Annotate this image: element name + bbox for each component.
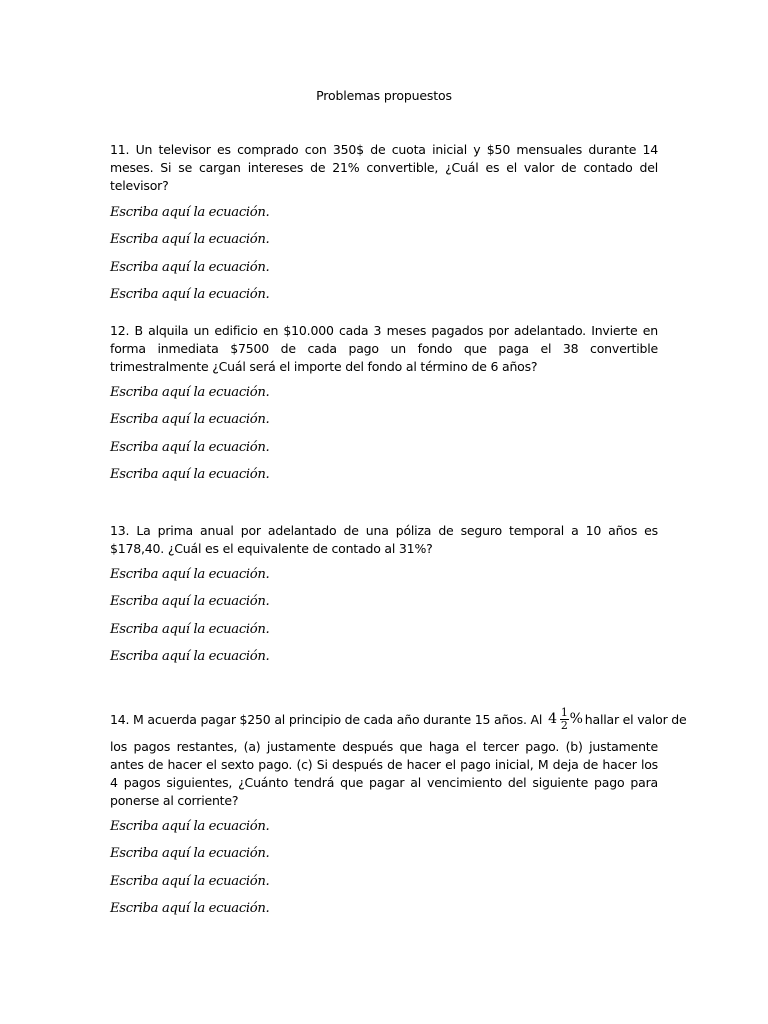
equation-placeholder-list: [110, 813, 658, 922]
equation-placeholder[interactable]: Escriba aquí la ecuación.: [110, 900, 270, 916]
fraction-whole: 4: [548, 711, 557, 727]
equation-placeholder[interactable]: Escriba aquí la ecuación.: [110, 594, 270, 610]
problem-11: [110, 141, 658, 308]
equation-placeholder[interactable]: Escriba aquí la ecuación.: [110, 567, 270, 582]
equation-placeholder[interactable]: Escriba aquí la ecuación.: [110, 466, 270, 482]
equation-placeholder-list: [110, 199, 658, 308]
equation-placeholder[interactable]: Escriba aquí la ecuación.: [110, 621, 270, 637]
equation-placeholder[interactable]: Escriba aquí la ecuación.: [110, 873, 270, 889]
problem-statement: 11. Un televisor es comprado con 350$ de cuota inicial y $50 mensuales durante 14 meses. Si se cargan intereses de 21% convertible, ¿Cuál es el valor de contado del televisor?: [110, 142, 658, 193]
equation-placeholder[interactable]: Escriba aquí la ecuación.: [110, 846, 270, 862]
statement-text-before-fraction: 14. M acuerda pagar $250 al principio de cada año durante 15 años. Al: [110, 711, 543, 727]
equation-placeholder[interactable]: Escriba aquí la ecuación.: [110, 439, 270, 455]
equation-placeholder-list: [110, 379, 658, 488]
problem-statement: 13. La prima anual por adelantado de una póliza de seguro temporal a 10 años es $178,40. ¿Cuál es el equivalente de contado al 31%?: [110, 523, 658, 556]
equation-placeholder[interactable]: Escriba aquí la ecuación.: [110, 648, 270, 664]
page-title: Problemas propuestos: [316, 88, 452, 103]
percent-sign: %: [569, 711, 583, 727]
problem-statement-first-line: [110, 702, 687, 736]
equation-placeholder-list: [110, 561, 658, 670]
problem-statement: 12. B alquila un edificio en $10.000 cada 3 meses pagados por adelantado. Invierte en forma inmediata $7500 de cada pago un fondo que paga el 38 convertible trimestralmente ¿Cuál será el importe del fondo al término de 6 años?: [110, 323, 658, 374]
fraction-numerator: 1: [560, 705, 568, 719]
problem-12: [110, 322, 658, 488]
equation-placeholder[interactable]: Escriba aquí la ecuación.: [110, 205, 270, 220]
mixed-fraction: [548, 707, 583, 732]
equation-placeholder[interactable]: Escriba aquí la ecuación.: [110, 232, 270, 248]
equation-placeholder[interactable]: Escriba aquí la ecuación.: [110, 385, 270, 400]
fraction-denominator: 2: [560, 718, 568, 732]
statement-text-after-fraction: hallar el valor de: [584, 711, 687, 727]
equation-placeholder[interactable]: Escriba aquí la ecuación.: [110, 286, 270, 302]
problem-14: [110, 702, 687, 922]
problem-13: [110, 522, 658, 670]
equation-placeholder[interactable]: Escriba aquí la ecuación.: [110, 259, 270, 275]
equation-placeholder[interactable]: Escriba aquí la ecuación.: [110, 819, 270, 834]
equation-placeholder[interactable]: Escriba aquí la ecuación.: [110, 412, 270, 428]
problem-statement: los pagos restantes, (a) justamente después que haga el tercer pago. (b) justamente antes de hacer el sexto pago. (c) Si después de hacer el pago inicial, M deja de hacer los 4 pagos siguientes, ¿Cuánto tendrá que pagar al vencimiento del siguiente pago para ponerse al corriente?: [110, 739, 658, 808]
fraction: [560, 707, 569, 732]
